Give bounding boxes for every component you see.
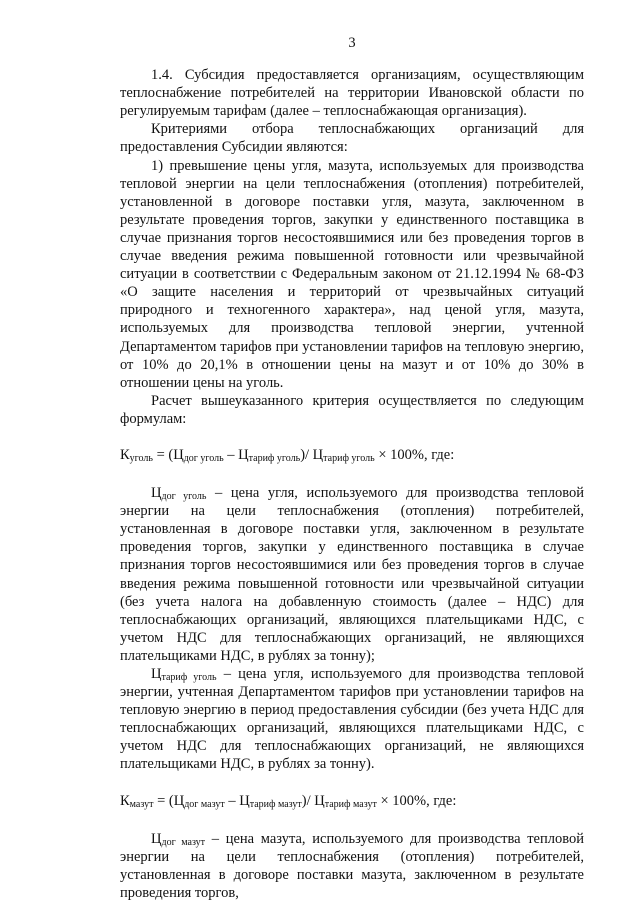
formula-coal [120, 446, 584, 464]
formula-oil-part: – Ц [224, 792, 250, 809]
paragraph-calculation-intro: Расчет вышеуказанного критерия осуществляется по следующим формулам: [120, 392, 584, 427]
paragraph-criteria-intro: Критериями отбора теплоснабжающих организаций для предоставления Субсидии являются: [120, 121, 584, 156]
formula-coal-sub: дог уголь [183, 452, 224, 464]
formula-oil-k-sub: мазут [129, 798, 154, 810]
formula-coal-part: = (Ц [152, 446, 184, 463]
formula-fuel-oil [120, 792, 584, 810]
formula-coal-k: К [120, 446, 130, 463]
formula-oil-sub: дог мазут [184, 798, 225, 810]
paragraph-1-4: 1.4. Субсидия предоставляется организациям, осуществляющим теплоснабжение потребителей на территории Ивановской области по регулируемым тарифам (далее – теплоснабжающая организация). [120, 67, 584, 120]
formula-oil-sub: тариф мазут [249, 798, 302, 810]
definition-symbol: Ц [151, 666, 162, 682]
formula-coal-sub: тариф уголь [248, 452, 301, 464]
definition-subscript: дог уголь [161, 491, 207, 503]
formula-oil-k: К [120, 792, 130, 809]
definition-subscript: дог мазут [161, 836, 206, 848]
formula-oil-sub: тариф мазут [324, 798, 377, 810]
definition-symbol: Ц [151, 830, 162, 847]
definition-symbol: Ц [151, 485, 162, 502]
formula-coal-part: – Ц [223, 446, 249, 463]
definition-oil-contract-price [120, 830, 584, 902]
formula-coal-part: × 100%, где: [374, 446, 455, 463]
definition-text: – цена мазута, используемого для производства тепловой энергии на цели теплоснабжения (отопления) потребителей, установленная в договоре поставки мазута, заключенном в результате проведения торгов, [120, 830, 584, 901]
page-number: 3 [348, 35, 356, 51]
definition-coal-tariff-price [120, 665, 584, 774]
definition-subscript: тариф уголь [161, 672, 217, 683]
formula-oil-part: )/ Ц [301, 792, 325, 809]
formula-oil-part: = (Ц [153, 792, 185, 809]
definition-text: – цена угля, используемого для производства тепловой энергии, учтенная Департаментом тарифов при установлении тарифов на тепловую энергию в период предоставления субсидии (без учета НДС для теплоснабжающих организаций, являющихся плательщиками НДС, с учетом НДС для теплоснабжающих организаций, не являющихся плательщиками НДС, в рублях за тонну). [120, 666, 584, 773]
formula-coal-part: )/ Ц [300, 446, 324, 463]
formula-coal-sub: тариф уголь [323, 452, 375, 464]
paragraph-criterion-1: 1) превышение цены угля, мазута, используемых для производства тепловой энергии на цели теплоснабжения (отопления) потребителей, установленной в договоре поставки угля, мазута, заключенном в результате проведения торгов, закупки у единственного поставщика в случае признания торгов несостоявшимися или без проведения торгов в случае введения режима повышенной готовности или чрезвычайной ситуации в соответствии с Федеральным законом от 21.12.1994 № 68-ФЗ «О защите населения и территорий от чрезвычайных ситуаций природного и техногенного характера», над ценой угля, мазута, используемых для производства тепловой энергии, учтенной Департаментом тарифов при установлении тарифов на тепловую энергию, от 10% до 20,1% в отношении цены на мазут и от 10% до 30% в отношении цены на уголь. [120, 157, 584, 391]
formula-oil-part: × 100%, где: [376, 792, 457, 809]
formula-coal-k-sub: уголь [129, 452, 153, 464]
definition-text: – цена угля, используемого для производства тепловой энергии на цели теплоснабжения (отопления) потребителей, установленная в договоре поставки угля, заключенном в результате проведения торгов, закупки у единственного поставщика в случае признания торгов несостоявшимися или без проведения торгов в случае введения режима повышенной готовности или чрезвычайной ситуации (без учета налога на добавленную стоимость (далее – НДС) для теплоснабжающих организаций, являющихся плательщиками НДС, с учетом НДС для теплоснабжающих организаций, не являющихся плательщиками НДС, в рублях за тонну); [120, 485, 584, 664]
definition-coal-contract-price [120, 484, 584, 665]
